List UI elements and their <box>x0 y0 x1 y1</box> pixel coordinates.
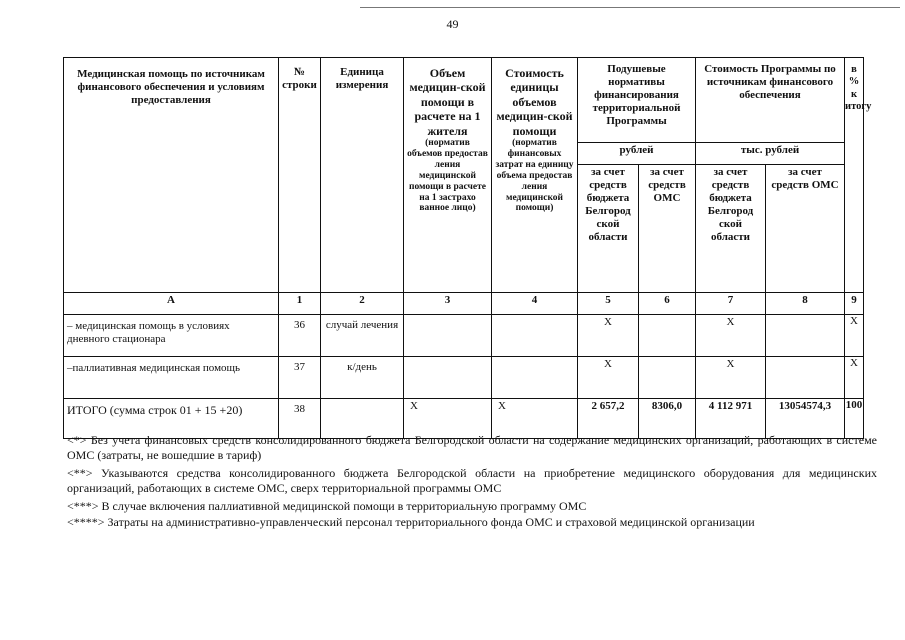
header-cost-sub: (норматив финансовых затрат на единицу объема предостав ления медицинской помощи) <box>495 137 574 214</box>
row-number: 38 <box>279 399 321 439</box>
header-row-1 <box>64 58 864 143</box>
col-number: 2 <box>321 293 404 315</box>
footnote-3: <***> В случае включения паллиативной медицинской помощи в территориальную программу ОМС <box>67 499 587 513</box>
header-cost <box>492 58 578 293</box>
row-unit: к/день <box>321 357 404 399</box>
header-volume-sub: (норматив объемов предостав ления медицинской помощи в расчете на 1 застрахо ванное лицо) <box>407 137 488 214</box>
row-cell <box>766 357 845 399</box>
col-number: 7 <box>696 293 766 315</box>
header-medical-care: Медицинская помощь по источникам финансового обеспечения и условиям предоставления <box>64 58 279 293</box>
table-row <box>64 315 864 357</box>
row-cell <box>639 315 696 357</box>
total-value: 13054574,3 <box>766 399 845 439</box>
total-value: 8306,0 <box>639 399 696 439</box>
header-program-cost: Стоимость Программы по источникам финансового обеспечения <box>696 58 845 143</box>
row-cell <box>492 357 578 399</box>
top-rule <box>360 7 900 8</box>
row-cell: Х <box>578 357 639 399</box>
header-col5: за счет средств бюджета Белгород ской области <box>578 165 639 293</box>
header-col8: за счет средств ОМС <box>766 165 845 293</box>
row-cell <box>404 357 492 399</box>
col-number: А <box>64 293 279 315</box>
col-number: 1 <box>279 293 321 315</box>
header-col7: за счет средств бюджета Белгород ской области <box>696 165 766 293</box>
header-thousand-rubles: тыс. рублей <box>696 143 845 165</box>
col-number: 9 <box>845 293 864 315</box>
row-cell <box>404 315 492 357</box>
total-value: 100 <box>845 399 864 439</box>
col-number: 8 <box>766 293 845 315</box>
page-number: 49 <box>446 17 459 31</box>
row-cell: Х <box>578 315 639 357</box>
row-number: 36 <box>279 315 321 357</box>
row-number: 37 <box>279 357 321 399</box>
row-label: –паллиативная медицинская помощь <box>64 357 279 399</box>
footnote-4: <****> Затраты на административно-управленческий персонал территориального фонда ОМС и страховой медицинской организации <box>67 515 755 529</box>
col-number: 5 <box>578 293 639 315</box>
header-volume-main: Объем медицин-ской помощи в расчете на 1 жителя <box>409 66 486 138</box>
header-rubles: рублей <box>578 143 696 165</box>
total-label: ИТОГО (сумма строк 01 + 15 +20) <box>64 399 279 439</box>
header-volume <box>404 58 492 293</box>
row-cell <box>639 357 696 399</box>
financing-table <box>63 57 872 439</box>
col-number: 4 <box>492 293 578 315</box>
row-cell <box>492 315 578 357</box>
row-cell: Х <box>845 315 864 357</box>
row-cell: Х <box>696 357 766 399</box>
row-cell: Х <box>696 315 766 357</box>
row-cell: Х <box>404 399 492 439</box>
row-unit: случай лечения <box>321 315 404 357</box>
col-number: 6 <box>639 293 696 315</box>
column-number-row <box>64 293 864 315</box>
header-per-capita: Подушевые нормативы финансирования территориальной Программы <box>578 58 696 143</box>
footnote-1: <*> Без учета финансовых средств консолидированного бюджета Белгородской области на содержание медицинских организаций, работающих в системе ОМС (затраты, не вошедшие в тариф) <box>67 433 877 462</box>
header-unit: Единица измерения <box>321 58 404 293</box>
header-cost-main: Стоимость единицы объемов медицин-ской помощи <box>496 66 573 138</box>
header-row-number: № строки <box>279 58 321 293</box>
row-cell: Х <box>845 357 864 399</box>
header-percent: в % к итогу <box>845 58 864 293</box>
footnote-2: <**> Указываются средства консолидированного бюджета Белгородской области на приобретение медицинского оборудования для медицинских организаций, работающих в системе ОМС, сверх территориальной программы ОМС <box>67 466 877 495</box>
header-col6: за счет средств ОМС <box>639 165 696 293</box>
row-label: – медицинская помощь в условиях дневного стационара <box>64 315 279 357</box>
row-cell <box>766 315 845 357</box>
total-value: 4 112 971 <box>696 399 766 439</box>
col-number: 3 <box>404 293 492 315</box>
row-cell: Х <box>492 399 578 439</box>
total-value: 2 657,2 <box>578 399 639 439</box>
table-row <box>64 357 864 399</box>
